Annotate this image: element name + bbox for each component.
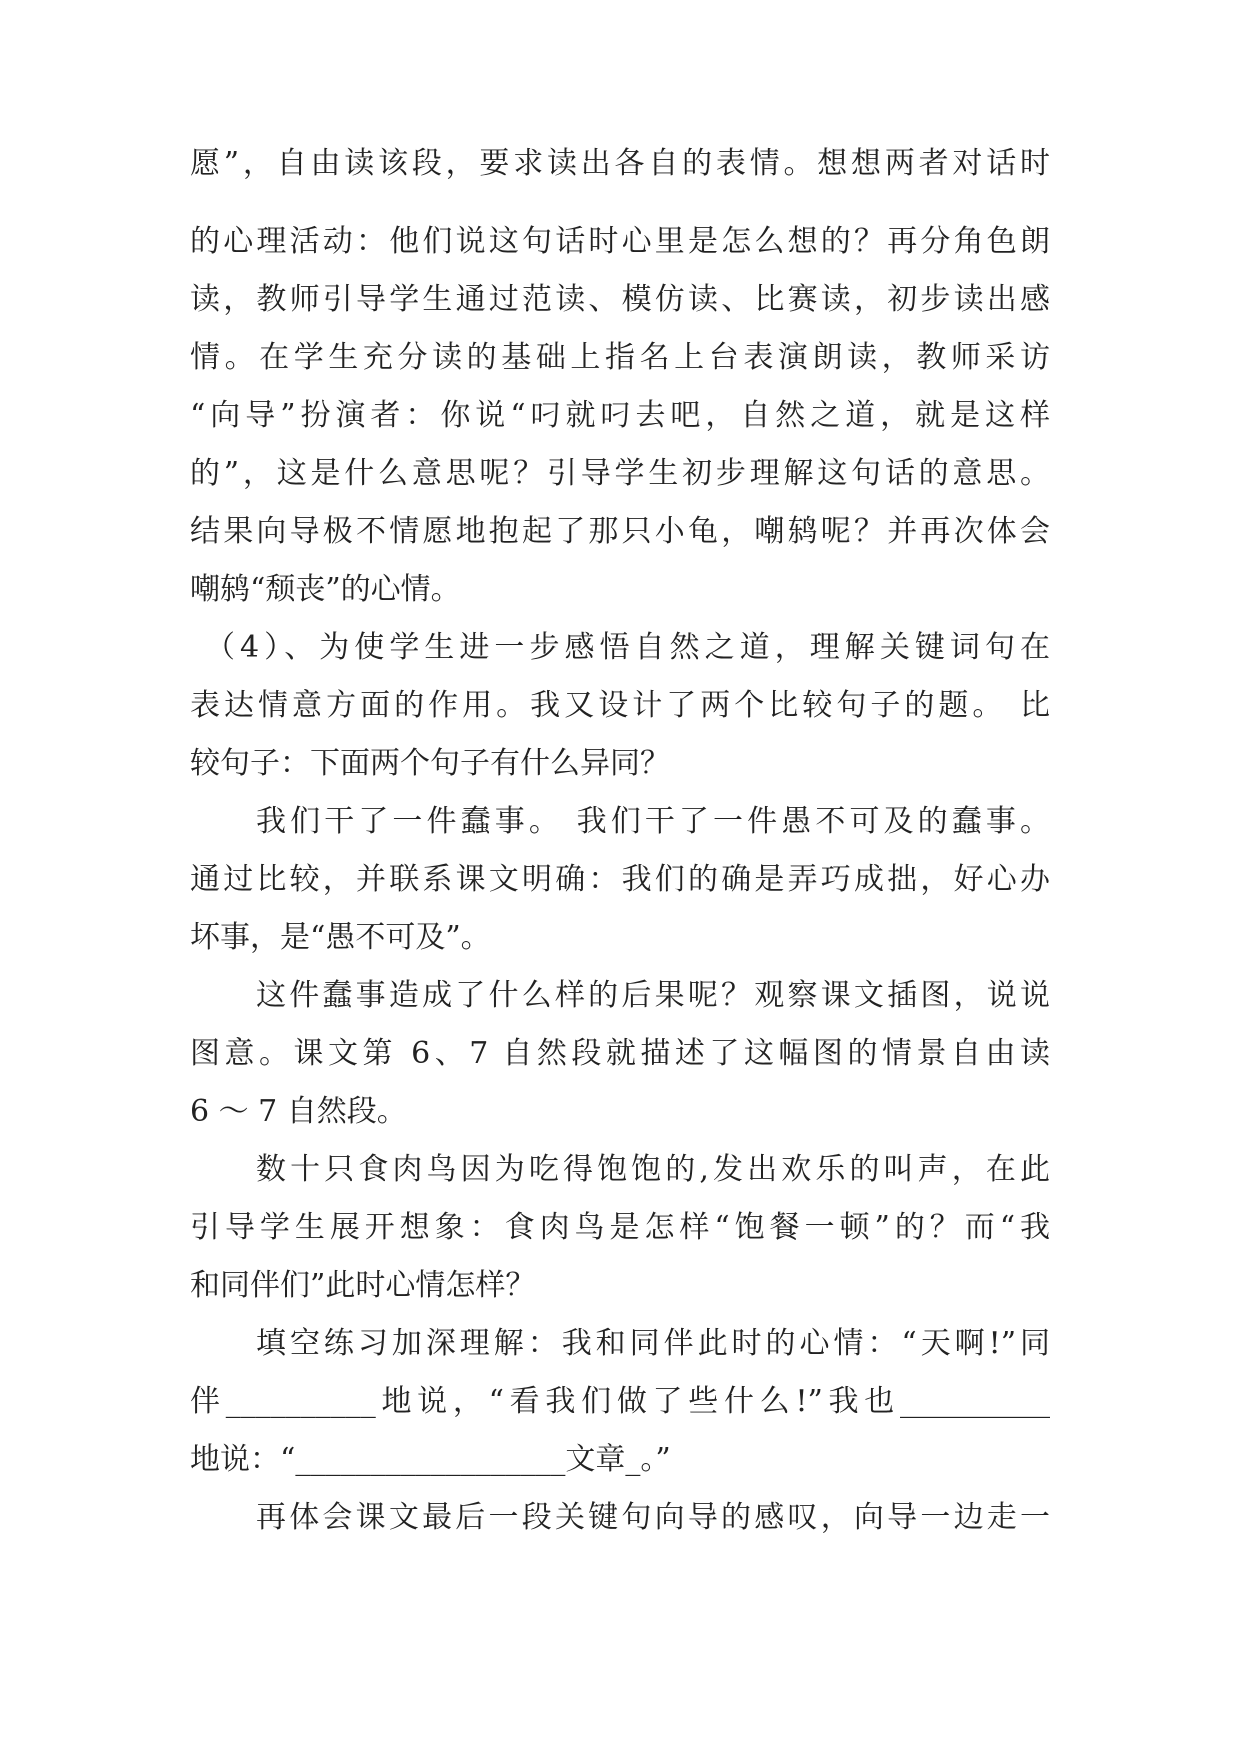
text-line: 这件蠢事造成了什么样的后果呢？观察课文插图，说说: [256, 978, 1050, 1013]
text-line: “向导”扮演者：你说“叼就叼去吧，自然之道，就是这样: [190, 398, 1050, 433]
text-line: 较句子：下面两个句子有什么异同？: [190, 746, 670, 781]
text-line: 和同伴们”此时心情怎样？: [190, 1268, 536, 1303]
text-line: 伴__________地说，“看我们做了些什么!”我也__________: [190, 1384, 1050, 1419]
text-line: 读，教师引导学生通过范读、模仿读、比赛读，初步读出感: [190, 282, 1050, 317]
text-line: 数十只食肉鸟因为吃得饱饱的,发出欢乐的叫声，在此: [256, 1152, 1050, 1187]
text-line: 引导学生展开想象：食肉鸟是怎样“饱餐一顿”的？而“我: [190, 1210, 1050, 1245]
text-line: 我们干了一件蠢事。 我们干了一件愚不可及的蠢事。: [256, 804, 1050, 839]
text-line: 图意。课文第 6、7 自然段就描述了这幅图的情景自由读: [190, 1036, 1050, 1071]
text-line: 的心理活动：他们说这句话时心里是怎么想的？再分角色朗: [190, 224, 1050, 259]
text-line: 坏事，是“愚不可及”。: [190, 920, 491, 955]
text-line: 的”，这是什么意思呢？引导学生初步理解这句话的意思。: [190, 456, 1050, 491]
text-line: 地说：“__________________文章_。”: [190, 1442, 671, 1477]
text-line: 嘲鸫“颓丧”的心情。: [190, 572, 461, 607]
text-line: 情。在学生充分读的基础上指名上台表演朗读，教师采访: [190, 340, 1050, 375]
text-line: 通过比较，并联系课文明确：我们的确是弄巧成拙，好心办: [190, 862, 1050, 897]
text-line: 表达情意方面的作用。我又设计了两个比较句子的题。 比: [190, 688, 1050, 723]
text-line: 填空练习加深理解：我和同伴此时的心情：“天啊!”同: [256, 1326, 1050, 1361]
text-line: 愿”，自由读该段，要求读出各自的表情。想想两者对话时: [190, 146, 1050, 181]
text-line: （4）、为使学生进一步感悟自然之道，理解关键词句在: [205, 630, 1050, 665]
text-line: 结果向导极不情愿地抱起了那只小龟，嘲鸫呢？并再次体会: [190, 514, 1050, 549]
text-line: 6 ～ 7 自然段。: [190, 1094, 407, 1129]
text-line: 再体会课文最后一段关键句向导的感叹，向导一边走一: [256, 1500, 1050, 1535]
